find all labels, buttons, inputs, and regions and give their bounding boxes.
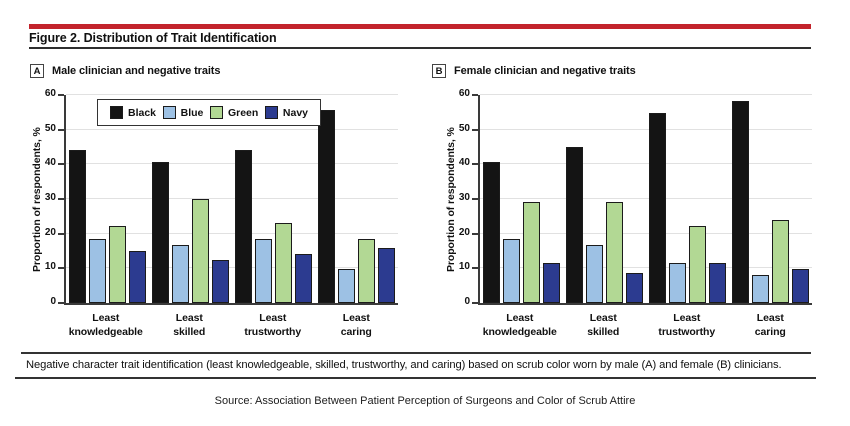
y-axis-tick (472, 163, 478, 165)
y-axis-tick (472, 233, 478, 235)
figure-caption: Negative character trait identification (least knowledgeable, skilled, trustworthy, and caring) based on scrub color worn by male (A) and female (B) clinicians. (26, 359, 782, 371)
blue-bar (255, 239, 272, 303)
y-tick-label: 20 (458, 227, 470, 238)
panel-a-title: Male clinician and negative traits (52, 65, 221, 77)
legend-label: Blue (180, 106, 204, 119)
bar-group (563, 95, 646, 303)
bar-group (66, 95, 149, 303)
navy-bar (543, 263, 560, 303)
navy-bar (212, 260, 229, 303)
source-line: Source: Association Between Patient Perception of Surgeons and Color of Scrub Attire (214, 395, 636, 407)
green-bar (606, 202, 623, 303)
title-divider (29, 47, 811, 49)
y-tick-label: 50 (44, 123, 56, 134)
bar-group (149, 95, 232, 303)
bar-group (480, 95, 563, 303)
blue-bar (89, 239, 106, 303)
black-bar (69, 150, 86, 303)
x-category-label: Least caring (340, 312, 372, 338)
caption-divider-bottom (15, 377, 816, 379)
panel-a-plot-wrap (44, 88, 398, 307)
y-axis-tick (58, 163, 64, 165)
panel-b-plot-wrap (458, 88, 812, 307)
y-tick-label: 60 (458, 88, 470, 99)
figure-title: Figure 2. Distribution of Trait Identification (29, 31, 277, 45)
navy-swatch (265, 106, 278, 119)
y-tick-label: 30 (44, 192, 56, 203)
y-axis-tick (472, 129, 478, 131)
blue-bar (503, 239, 520, 303)
blue-swatch (163, 106, 176, 119)
x-category-label: Least knowledgeable (482, 312, 557, 338)
black-bar (566, 147, 583, 303)
black-bar (152, 162, 169, 303)
blue-bar (338, 269, 355, 303)
y-tick-label: 0 (50, 296, 56, 307)
y-tick-label: 20 (44, 227, 56, 238)
legend-label: Green (227, 106, 259, 119)
panel-b-header (432, 64, 636, 78)
y-tick-label: 10 (458, 261, 470, 272)
plot-area (44, 88, 398, 307)
y-axis-tick (58, 94, 64, 96)
caption-divider-top (21, 352, 811, 354)
blue-bar (586, 245, 603, 303)
bar-group (729, 95, 812, 303)
bar-group (646, 95, 729, 303)
y-tick-label: 0 (464, 296, 470, 307)
y-axis-tick (472, 267, 478, 269)
blue-bar (669, 263, 686, 303)
accent-red-bar (29, 24, 811, 29)
legend-item (110, 106, 156, 119)
bar-groups (66, 95, 398, 303)
navy-bar (378, 248, 395, 303)
black-bar (732, 101, 749, 303)
navy-bar (709, 263, 726, 303)
panel-a-chart (29, 60, 417, 350)
bar-group (232, 95, 315, 303)
green-bar (358, 239, 375, 303)
green-bar (689, 226, 706, 303)
x-category-label: Least trustworthy (244, 312, 302, 338)
panel-a-header (30, 64, 220, 78)
legend-item (210, 106, 258, 119)
navy-bar (129, 251, 146, 303)
legend-item (163, 106, 204, 119)
green-bar (772, 220, 789, 303)
y-axis-tick (58, 267, 64, 269)
navy-bar (295, 254, 312, 303)
y-tick-label: 40 (458, 157, 470, 168)
y-tick-label: 50 (458, 123, 470, 134)
y-axis-tick (472, 302, 478, 304)
green-bar (192, 199, 209, 303)
x-category-label: Least caring (754, 312, 786, 338)
bar-groups (480, 95, 812, 303)
black-bar (318, 110, 335, 303)
black-swatch (110, 106, 123, 119)
legend-label: Navy (282, 106, 308, 119)
y-axis-tick (472, 94, 478, 96)
panel-a-letter-badge: A (30, 64, 44, 78)
legend-item (265, 106, 308, 119)
green-bar (523, 202, 540, 303)
x-category-label: Least skilled (587, 312, 620, 338)
y-tick-label: 30 (458, 192, 470, 203)
panel-b-x-axis-labels (478, 312, 812, 339)
blue-bar (172, 245, 189, 303)
y-tick-label: 40 (44, 157, 56, 168)
panel-a-y-axis-label: Proportion of respondents, % (31, 127, 43, 273)
plot-area (458, 88, 812, 307)
x-category-label: Least trustworthy (658, 312, 716, 338)
y-axis-tick (58, 302, 64, 304)
y-axis-tick (58, 129, 64, 131)
black-bar (649, 113, 666, 303)
panel-b-letter-badge: B (432, 64, 446, 78)
panel-b-chart (429, 60, 817, 350)
y-axis-tick (58, 198, 64, 200)
panel-a-x-axis-labels (64, 312, 398, 339)
green-swatch (210, 106, 223, 119)
legend-label: Black (128, 106, 157, 119)
green-bar (109, 226, 126, 303)
y-axis-tick (472, 198, 478, 200)
bar-group (315, 95, 398, 303)
panel-b-title: Female clinician and negative traits (454, 65, 636, 77)
navy-bar (792, 269, 809, 303)
legend (97, 99, 321, 126)
x-category-label: Least knowledgeable (68, 312, 143, 338)
y-tick-label: 60 (44, 88, 56, 99)
y-tick-label: 10 (44, 261, 56, 272)
y-axis-tick (58, 233, 64, 235)
black-bar (483, 162, 500, 303)
black-bar (235, 150, 252, 303)
blue-bar (752, 275, 769, 303)
panel-b-y-axis-label: Proportion of respondents, % (445, 127, 457, 273)
green-bar (275, 223, 292, 303)
x-category-label: Least skilled (173, 312, 206, 338)
navy-bar (626, 273, 643, 304)
